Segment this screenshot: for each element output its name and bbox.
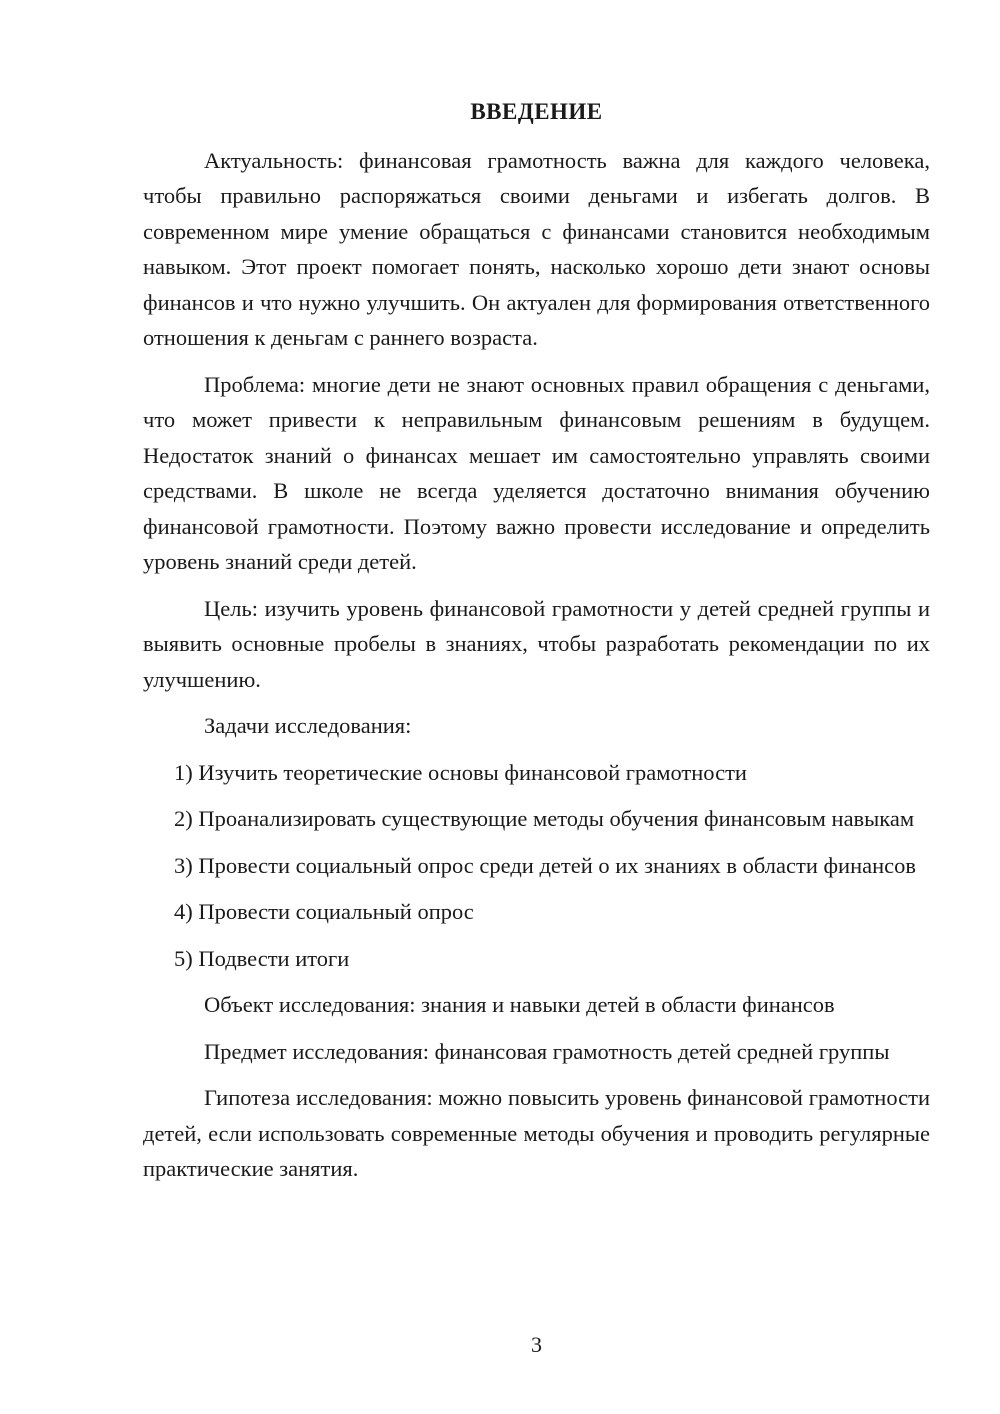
paragraph-subject: Предмет исследования: финансовая грамотность детей средней группы [204, 1038, 890, 1064]
paragraph-actuality: Актуальность: финансовая грамотность важна для каждого человека, чтобы правильно распоряжаться своими деньгами и избегать долгов. В современном мире умение обращаться с финансами становится необходимым навыком. Этот проект помогает понять, насколько хорошо дети знают основы финансов и что нужно улучшить. Он актуален для формирования ответственного отношения к деньгам с раннего возраста. [143, 147, 930, 350]
paragraph-object: Объект исследования: знания и навыки детей в области финансов [204, 992, 835, 1017]
page-title: ВВЕДЕНИЕ [470, 99, 603, 124]
paragraph-problem: Проблема: многие дети не знают основных правил обращения с деньгами, что может привести к неправильным финансовым решениям в будущем. Недостаток знаний о финансах мешает им самостоятельно управлять своими средствами. В школе не всегда уделяется достаточно внимания обучению финансовой грамотности. Поэтому важно провести исследование и определить уровень знаний среди детей. [143, 371, 930, 574]
task-list-item-3: 3) Провести социальный опрос среди детей о их знаниях в области финансов [174, 852, 917, 878]
task-list-item-5: 5) Подвести итоги [174, 945, 350, 971]
task-list-item-2: 2) Проанализировать существующие методы обучения финансовым навыкам [174, 806, 915, 831]
task-list-item-4: 4) Провести социальный опрос [174, 899, 474, 924]
task-list-item-1: 1) Изучить теоретические основы финансовой грамотности [174, 759, 747, 785]
paragraph-hypothesis: Гипотеза исследования: можно повысить уровень финансовой грамотности детей, если использовать современные методы обучения и проводить регулярные практические занятия. [143, 1085, 930, 1181]
paragraph-tasks-heading: Задачи исследования: [204, 713, 412, 738]
page-number: 3 [531, 1331, 542, 1357]
paragraph-goal: Цель: изучить уровень финансовой грамотности у детей средней группы и выявить основные пробелы в знаниях, чтобы разработать рекомендации по их улучшению. [143, 595, 930, 692]
